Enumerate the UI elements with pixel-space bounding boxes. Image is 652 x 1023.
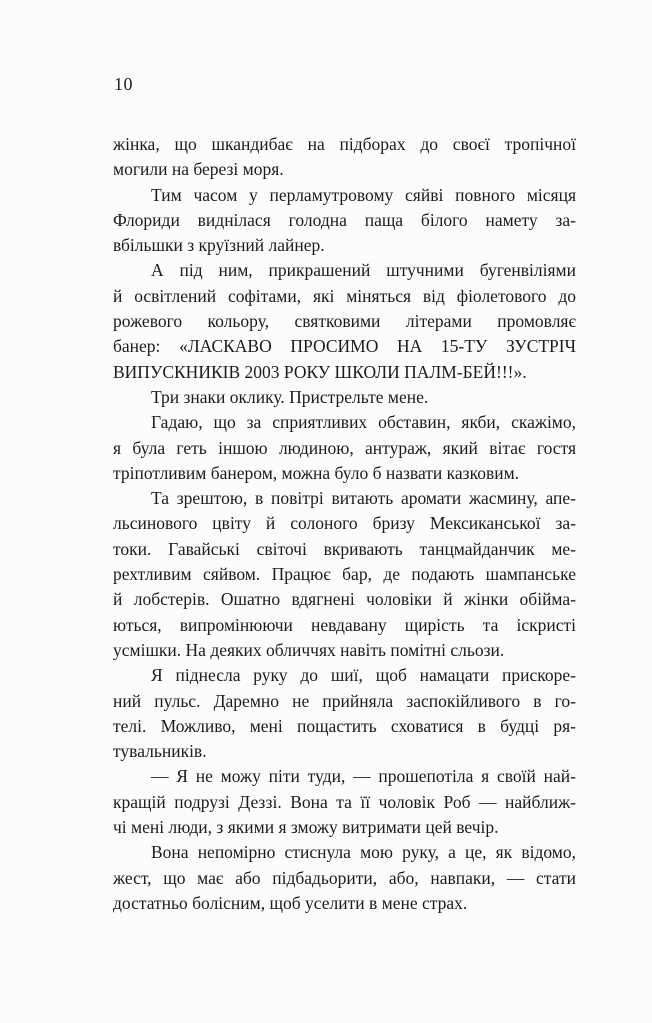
paragraph [113,258,576,384]
text-line: банер: «ЛАСКАВО ПРОСИМО НА 15-ТУ ЗУСТРІЧ [113,336,576,357]
page-number: 10 [114,74,133,94]
paragraph [113,385,576,410]
text-line: могили на березі моря. [113,159,284,180]
text-line: Вона непомірно стиснула мою руку, а це, як відомо, [151,842,576,863]
text-block [113,132,576,916]
text-line: Три знаки оклику. Пристрельте мене. [151,386,429,407]
text-line: вбільшки з круїзний лайнер. [113,235,325,256]
paragraph [113,410,576,486]
text-line: телі. Можливо, мені пощастить сховатися в будці ря- [113,715,576,736]
text-line: рожевого кольору, святковими літерами промовляє [113,311,576,332]
text-line: кращій подрузі Деззі. Вона та її чоловік Роб — найближ- [113,791,576,812]
text-line: — Я не можу піти туди, — прошепотіла я своїй най- [151,766,576,787]
paragraph [113,132,576,183]
text-line: Та зрештою, в повітрі витають аромати жасмину, апе- [151,488,576,509]
text-line: усмішки. На деяких обличчях навіть помітні сльози. [113,639,505,660]
text-line: токи. Гавайські світочі вкривають танцмайданчик ме- [113,538,576,559]
text-line: тріпотливим банером, можна було б назвати казковим. [113,462,520,483]
paragraph [113,840,576,916]
text-line: Флориди виднілася голодна паща білого намету за- [113,209,576,230]
text-line: А під ним, прикрашений штучними бугенвіліями [151,260,576,281]
text-line: я була геть іншою людиною, антураж, який вітає гостя [113,437,576,458]
text-line: Гадаю, що за сприятливих обставин, якби, скажімо, [151,412,576,433]
text-line: ВИПУСКНИКІВ 2003 РОКУ ШКОЛИ ПАЛМ-БЕЙ!!!». [113,361,527,382]
text-line: достатньо болісним, щоб уселити в мене страх. [113,892,468,913]
text-line: й лобстерів. Ошатно вдягнені чоловіки й жінки обійма- [113,589,576,610]
paragraph [113,764,576,840]
text-line: льсинового цвіту й солоного бризу Мексиканської за- [113,513,576,534]
text-line: й освітлений софітами, які міняться від фіолетового до [113,285,576,306]
text-line: жінка, що шкандибає на підборах до своєї тропічної [113,134,576,154]
paragraph [113,663,576,764]
text-line: ються, випромінюючи невдавану щирість та іскристі [113,614,576,635]
text-line: рехтливим сяйвом. Працює бар, де подають шампанське [113,564,576,585]
text-line: чі мені люди, з якими я зможу витримати цей вечір. [113,817,499,838]
text-line: тувальників. [113,741,207,762]
paragraph [113,183,576,259]
text-line: жест, що має або підбадьорити, або, навпаки, — стати [113,867,576,888]
text-line: ний пульс. Даремно не прийняла заспокійливого в го- [113,690,576,711]
text-line: Я піднесла руку до шиї, щоб намацати прискоре- [151,665,576,686]
paragraph [113,486,576,663]
text-line: Тим часом у перламутровому сяйві повного місяця [151,184,576,205]
